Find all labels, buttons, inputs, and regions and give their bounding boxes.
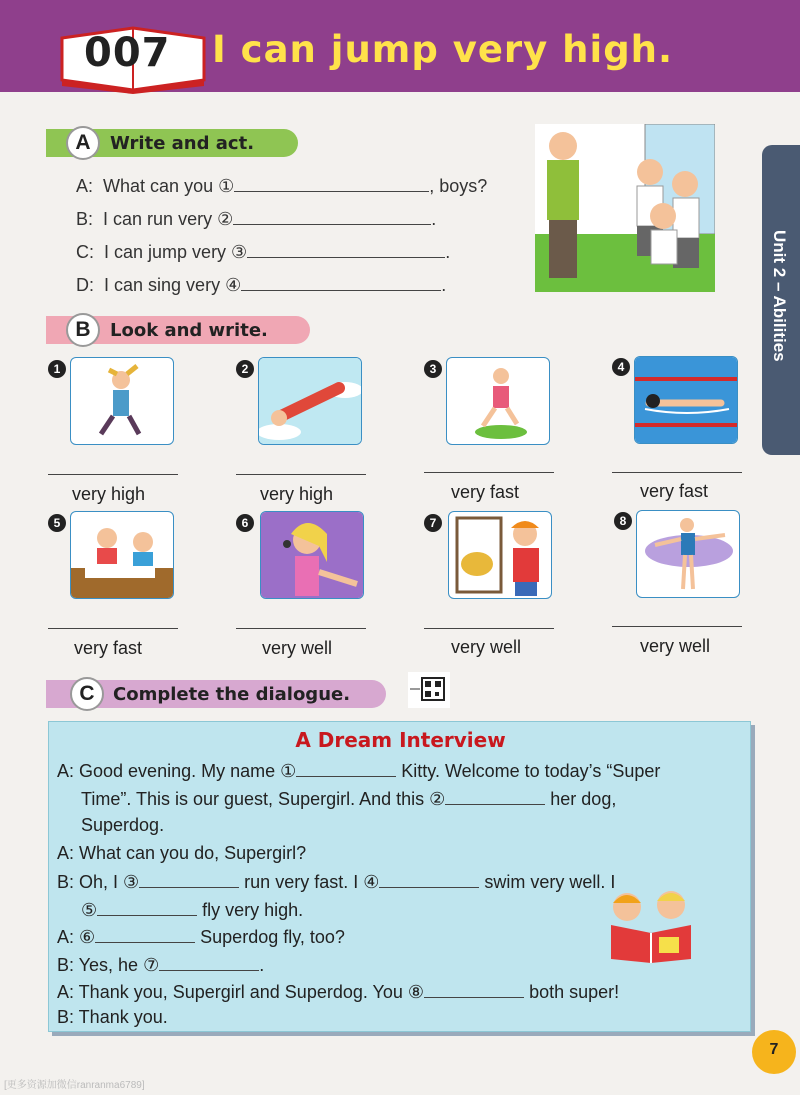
answer-blank[interactable] [97,898,197,916]
item-number-badge: 7 [424,514,442,532]
lesson-title: I can jump very high. [212,28,674,71]
answer-line[interactable] [612,472,742,473]
item-caption: very fast [451,482,520,502]
answer-line[interactable] [612,626,742,627]
answer-blank[interactable] [159,953,259,971]
dialogue-line: A: What can you do, Supergirl? [57,843,307,863]
kids-reading-book-illustration [601,887,701,963]
unit-label: Unit 2 – Abilities [770,230,789,362]
singer-icon [260,511,364,599]
answer-line[interactable] [424,472,554,473]
dialogue-line: A: ⑥ Superdog fly, too? [57,927,345,947]
dancer-icon [636,510,740,598]
item-caption: very well [640,636,711,656]
item-number-badge: 1 [48,360,66,378]
page-number-badge: 7 [752,1030,796,1074]
dialogue-box [48,721,751,1032]
running-girl-icon [446,357,550,445]
dialogue-line: B: Thank you. [57,1007,168,1027]
dialogue-title: A Dream Interview [295,728,506,752]
qr-code-icon[interactable] [408,672,450,708]
jumping-girl-icon [70,357,174,445]
answer-line[interactable] [48,474,178,475]
answer-blank[interactable] [379,870,479,888]
section-c-letter: C [70,677,104,711]
section-a-title: Write and act. [110,133,255,154]
dialogue-line: A: Thank you, Supergirl and Superdog. You ⑧ both super! [57,982,620,1002]
answer-line[interactable] [48,628,178,629]
item-caption: very well [451,637,522,657]
answer-blank[interactable] [234,174,429,192]
question-line: B: I can run very ② . [76,209,437,229]
dialogue-line: ⑤ fly very high. [81,900,304,920]
swimmer-icon [634,356,738,444]
section-a-letter: A [66,126,100,160]
item-number-badge: 4 [612,358,630,376]
answer-line[interactable] [236,628,366,629]
answer-line[interactable] [236,474,366,475]
answer-blank[interactable] [296,759,396,777]
unit-side-tab [762,145,800,455]
item-caption: very high [260,484,334,504]
dialogue-line: B: Oh, I ③ run very fast. I ④ swim very well. I [57,872,616,892]
item-caption: very fast [640,481,709,501]
answer-blank[interactable] [139,870,239,888]
lesson-number: 007 [84,30,171,76]
dialogue-line: A: Good evening. My name ① Kitty. Welcome to today’s “Super [57,761,661,781]
question-line: C: I can jump very ③ . [76,242,451,262]
dialogue-line: B: Yes, he ⑦ . [57,955,265,975]
item-number-badge: 2 [236,360,254,378]
question-line: D: I can sing very ④ . [76,275,447,295]
dialogue-line: Superdog. [81,815,165,835]
dialogue-line: Time”. This is our guest, Supergirl. And this ② her dog, [81,789,617,809]
item-caption: very fast [74,638,143,658]
painter-boy-icon [448,511,552,599]
flying-girl-icon [258,357,362,445]
answer-blank[interactable] [95,925,195,943]
item-caption: very high [72,484,146,504]
answer-blank[interactable] [247,240,445,258]
watermark-text: [更多资源加微信ranranma6789] [4,1080,145,1091]
writing-kids-icon [70,511,174,599]
section-b-title: Look and write. [110,320,268,341]
item-caption: very well [262,638,333,658]
item-number-badge: 5 [48,514,66,532]
section-c-title: Complete the dialogue. [113,684,351,705]
answer-blank[interactable] [241,273,441,291]
question-line: A: What can you ① , boys? [76,176,488,196]
teacher-and-boys-illustration [535,124,715,292]
answer-blank[interactable] [445,787,545,805]
item-number-badge: 3 [424,360,442,378]
item-number-badge: 8 [614,512,632,530]
answer-blank[interactable] [233,207,431,225]
section-b-letter: B [66,313,100,347]
answer-blank[interactable] [424,980,524,998]
item-number-badge: 6 [236,514,254,532]
answer-line[interactable] [424,628,554,629]
